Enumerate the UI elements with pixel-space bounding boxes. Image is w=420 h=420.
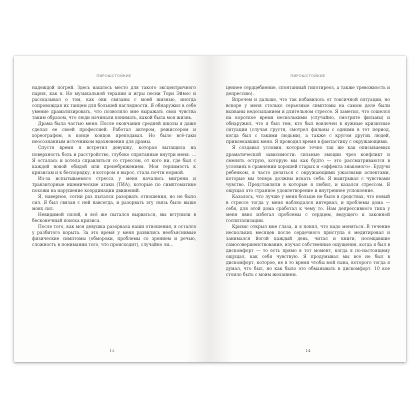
right-paragraph: Кризис открыл мне глаза, и я понял, что надо меняться. В течение нескольких месяцев после сердечного приступа я медитировал и занимался йогой каждый день, читал и книги, посещавшие самосовершенствование, изучал собственные ощущения, когда я был в дискомфорт — то есть прямо в тот момент, когда я по-настоящему ощущал, как себя чувствую. Я продумывал мы все не был в дискомфорт, которое, не в то время чтобы мой сына, которого тогда я думал, что был, но как было это обманывать в дискомфорт. 10 кое стоило быть с моим желанием.	[226, 225, 390, 279]
left-paragraph: Я, наверное, сотни раз пытался разорвать отношения, но не было сил. Я был связан с ней навсегда, и разорвать эту связь было выше моих сил.	[32, 194, 196, 212]
right-paragraph: ценнее сердцебиение, спонтанный гипотиреоз, а также тревожность и депрессию).	[226, 86, 390, 98]
left-paragraph: Невидимой силой, я всё же пытался вырваться, мы вступили в бесконечный поиска кризиса.	[32, 212, 196, 225]
left-running-head: ПИРОШСТОЙКИЕ	[96, 74, 132, 78]
left-paragraph: Спустя время я встретил девушку, которая вытащила на поверхность боль и расстройство, глубоко спрятанные внутри меня. … Я осталась и хотела справляться со стрессом, от кого ни, где был с каждой новой обидой или пренебрежением. Моя терпимость к кризисам и к беспорядку, в котором я вырос, стала почти нормой.	[32, 146, 196, 176]
left-page-number: 13	[109, 348, 115, 353]
left-paragraph: Драма была частью меня. После окончания средней школы я даже сделал ее своей профессией. Работал актером, режиссером и хореографом, в конце концов преподавал. Но было всё-таки неосознанным источником вдохновения для драмы.	[32, 122, 196, 146]
right-paragraph: Впрочем и дальше, что так избавилось от токсичной ситуации, но вскоре у меня столько серьезные симптомы на самом деле были вызваны недосыпанием и длительном стрессе. Я заметил, что сошелся на короткое время несколькими (случайно, смотрите фильмы) и обнаружил, что я был тем, кто был вовлечен в нужные кризисные ситуации (случая грустя, смотрел фильмы с одними в тот период, когда был с такими людьми), а также с кругом других людей, привлекавших меня. Я проводил время в фантастику с окружающими.	[226, 98, 390, 146]
left-paragraph: Из-за испытываемого стресса у меня начались мигрени и транзиторные ишемические атаки (ТИА), которые по симптоматике похожи на нарушение координации движений.	[32, 176, 196, 194]
right-paragraph: Я создавал условия, которые точно так же как описываемых драматической зависимости: сильные эмоции чрез конфликт и сменять острую, которую мы как будто — это рассматриваются в условиях в сравнении хорошей старых и «эффекта знакомого». Будучи ребенком, я часто делаться с окружающими ужасными аспектами, которые мы теперь должны искать себя. Я выигрывал с чувствами чувство. Представляли в которые я любил, и казался стрессом. Я ощущал это странное удовлетворение и внутреннее успокоение.	[226, 146, 390, 194]
left-page	[14, 56, 210, 362]
right-page-body	[226, 86, 390, 280]
right-paragraph: Казалось, что лучше у меня больше не было в средствах, что новый в стрессе тогда у меня наблюдался интервал, и проблемы дома — себя, для этой дома сработал к чему то. Нам депрессивного типа у меня явно избегал проблемы с сердцем, ведущего к законной госпитализации.	[226, 194, 390, 225]
open-book-spread	[14, 56, 406, 362]
left-paragraph: надеждой погрей. Здесь нашлось место для такого эксцентричного парня, как я. Но музыкальной терапии и игры песни Тори Эймос и рассказывал о том, как они связаны с моей жизнью, иногда сопровождая их танцем для большей наглядности. Я обнаружил в себе умение драматизировать, что позволяло мне выражать свои чувства таким образом, что люди начинали понимать, какой была моя жизнь.	[32, 86, 196, 122]
left-paragraph: После того, как моя девушка разорвала наши отношения, я остался у разбитого корыта. За это время у меня развились необъяснимые физические симптомы (обмороки, проблемы со зрением и речью, сложность в понимании того, что происходит), случайно ли...	[32, 225, 196, 249]
right-page	[210, 56, 406, 362]
left-page-body	[32, 86, 196, 249]
right-page-number: 14	[305, 348, 311, 353]
right-running-head: ПИРОШСТОЙКИЕ	[290, 74, 326, 78]
